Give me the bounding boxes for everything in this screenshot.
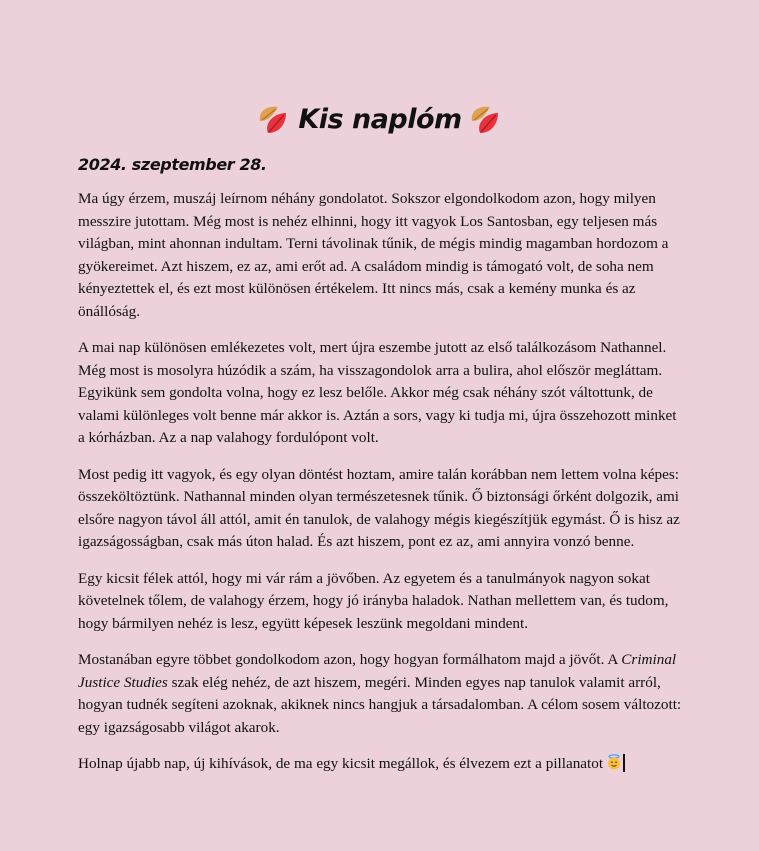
paragraph-text: Mostanában egyre többet gondolkodom azon, hogy hogyan formálhatom majd a jövőt. A xyxy=(78,651,622,668)
smiling-face-with-halo-icon xyxy=(606,754,622,770)
text-cursor xyxy=(623,754,625,772)
course-name: Criminal Justice Studies xyxy=(78,651,677,691)
diary-header xyxy=(78,97,682,141)
paragraph-text: szak elég nehéz, de azt hiszem, megéri. Minden egyes nap tanulok valamit arról, hogyan tudnék segíteni azoknak, akiknek nincs hangjuk a társadalomban. A célom sosem változott: egy igazságosabb világot akarok. xyxy=(78,673,682,736)
diary-title: Kis naplóm xyxy=(298,103,462,135)
entry-paragraph-last[interactable] xyxy=(78,753,682,776)
diary-page xyxy=(78,97,682,790)
paragraph-text: Holnap újabb nap, új kihívások, de ma egy kicsit megállok, és élvezem ezt a pillanatot xyxy=(78,755,604,772)
autumn-leaves-icon xyxy=(254,99,294,139)
entry-date: 2024. szeptember 28. xyxy=(78,155,267,174)
entry-paragraph: Ma úgy érzem, muszáj leírnom néhány gondolatot. Sokszor elgondolkodom azon, hogy milyen messzire jutottam. Még most is nehéz elhinni, hogy itt vagyok Los Santosban, egy teljesen más világban, mint ahonnan indultam. Terni távolinak tűnik, de mégis mindig magamban hordozom a gyökereimet. Azt hiszem, ez az, ami erőt ad. A családom mindig is támogató volt, de soha nem kényeztettek el, és ezt most különösen értékelem. Itt nincs más, csak a kemény munka és az önállóság. xyxy=(78,190,669,320)
entry-paragraph xyxy=(78,649,682,739)
autumn-leaves-icon xyxy=(466,99,506,139)
entry-paragraph: A mai nap különösen emlékezetes volt, mert újra eszembe jutott az első találkozásom Nathannel. Még most is mosolyra húzódik a szám, ha visszagondolok arra a bulira, ahol először megláttam. Egyikünk sem gondolta volna, hogy ez lesz belőle. Akkor még csak néhány szót váltottunk, de valami különleges volt benne már akkor is. Aztán a sors, vagy ki tudja mi, újra összehozott minket a kórházban. Az a nap valahogy fordulópont volt. xyxy=(78,339,677,446)
entry-paragraph: Most pedig itt vagyok, és egy olyan döntést hoztam, amire talán korábban nem lettem volna képes: összeköltöztünk. Nathannal minden olyan természetesnek tűnik. Ő biztonsági őrként dolgozik, ami elsőre nagyon távol áll attól, amit én tanulok, de valahogy mégis kiegészítjük egymást. Ő is hisz az igazságosságban, csak más úton halad. És azt hiszem, pont ez az, ami annyira vonzó benne. xyxy=(78,465,680,550)
entry-paragraph: Egy kicsit félek attól, hogy mi vár rám a jövőben. Az egyetem és a tanulmányok nagyon sokat követelnek tőlem, de valahogy érzem, hogy jó irányba haladok. Nathan mellettem van, és tudom, hogy bármilyen nehéz is lesz, együtt képesek leszünk megoldani mindent. xyxy=(78,569,669,632)
